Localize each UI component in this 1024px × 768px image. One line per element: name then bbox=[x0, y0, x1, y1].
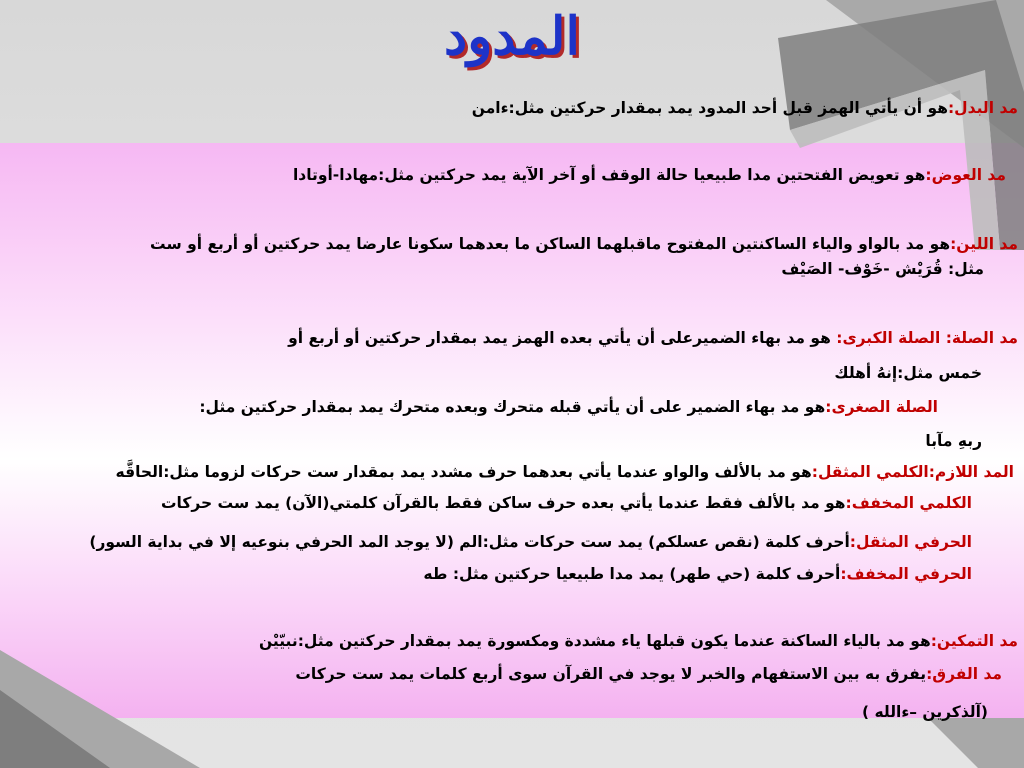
bottom-right-shape bbox=[928, 718, 1024, 768]
definition-text: يفرق به بين الاستفهام والخبر لا يوجد في القرآن سوى أربع كلمات يمد ست حركات bbox=[295, 665, 927, 683]
line-madd-iwad bbox=[293, 164, 1006, 186]
definition-text: هو مد بالواو والياء الساكنتين المفتوح ماقبلهما الساكن ما بعدهما سكونا عارضا يمد حركتين أو أربع أو ست bbox=[150, 235, 951, 253]
page-title: المدود bbox=[444, 6, 580, 67]
example-text: (آلذكرين –ءالله ) bbox=[861, 703, 988, 721]
definition-text: أحرف كلمة (حي طهر) يمد مدا طبيعيا حركتين مثل: طه bbox=[423, 565, 841, 583]
definition-text: هو مد بالألف والواو عندما يأتي بعدهما حرف مشدد يمد بمقدار ست حركات لزوما مثل:الحاقَّه bbox=[115, 463, 812, 481]
definition-text: هو أن يأتي الهمز قبل أحد المدود يمد بمقدار حركتين مثل:ءامن bbox=[471, 99, 948, 117]
definition-text: أحرف كلمة (نقص عسلكم) يمد ست حركات مثل:الم (لا يوجد المد الحرفي بنوعيه إلا في بداية السور) bbox=[89, 533, 850, 551]
example-text: مثل: قُرَيْش -خَوْف- الصَيْف bbox=[781, 260, 984, 278]
line-harfi-muthaqqal bbox=[89, 531, 972, 553]
term-label: الحرفي المخفف: bbox=[840, 565, 972, 583]
definition-text: هو مد بالألف فقط عندما يأتي بعده حرف ساكن فقط بالقرآن كلمتي(الآن) يمد ست حركات bbox=[160, 494, 846, 512]
line-madd-leen-example bbox=[781, 258, 984, 280]
term-label: مد الفرق: bbox=[926, 665, 1002, 683]
term-label: مد الصلة: الصلة الكبرى: bbox=[836, 329, 1018, 347]
definition-text: هو مد بهاء الضميرعلى أن يأتي بعده الهمز يمد بمقدار حركتين أو أربع أو bbox=[288, 329, 837, 347]
term-label: الحرفي المثقل: bbox=[849, 533, 972, 551]
term-label: مد اللين: bbox=[950, 235, 1018, 253]
line-madd-farq-example bbox=[862, 701, 988, 723]
line-madd-leen bbox=[150, 233, 1018, 255]
line-madd-farq bbox=[295, 663, 1002, 685]
line-harfi-mukhaffaf bbox=[423, 563, 972, 585]
definition-text: هو تعويض الفتحتين مدا طبيعيا حالة الوقف أو آخر الآية يمد حركتين مثل:مهادا-أوتادا bbox=[292, 166, 926, 184]
line-sila-kubra bbox=[288, 327, 1018, 349]
term-label: مد البدل: bbox=[947, 99, 1018, 117]
line-kalimi-mukhaffaf bbox=[161, 492, 972, 514]
example-text: خمس مثل:إنهُ أهلك bbox=[834, 364, 982, 382]
line-sila-sughra bbox=[199, 396, 938, 418]
line-sila-kubra-example bbox=[834, 362, 982, 384]
example-text: ربهِ مآبا bbox=[925, 432, 982, 450]
definition-text: هو مد بهاء الضمير على أن يأتي قبله متحرك وبعده متحرك يمد بمقدار حركتين مثل: bbox=[199, 398, 826, 416]
term-label: مد التمكين: bbox=[930, 632, 1018, 650]
term-label: المد اللازم:الكلمي المثقل: bbox=[811, 463, 1014, 481]
line-madd-tamkeen bbox=[259, 630, 1018, 652]
line-madd-lazim bbox=[116, 461, 1014, 483]
line-sila-sughra-example bbox=[925, 430, 982, 452]
term-label: مد العوض: bbox=[925, 166, 1006, 184]
line-madd-badal bbox=[472, 97, 1018, 119]
term-label: الكلمي المخفف: bbox=[845, 494, 972, 512]
term-label: الصلة الصغرى: bbox=[825, 398, 938, 416]
definition-text: هو مد بالياء الساكنة عندما يكون قبلها ياء مشددة ومكسورة يمد بمقدار حركتين مثل:نبيّيْن bbox=[258, 632, 931, 650]
